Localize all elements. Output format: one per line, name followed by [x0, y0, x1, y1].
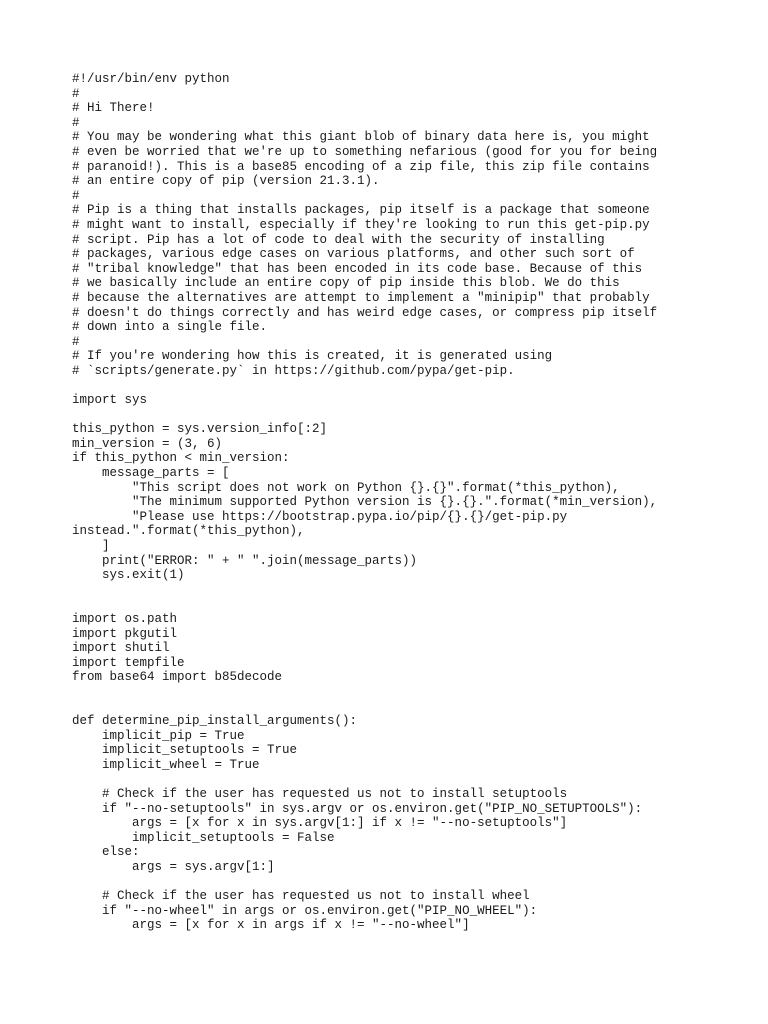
code-line: min_version = (3, 6) [72, 436, 223, 451]
code-line: # "tribal knowledge" that has been encoded in its code base. Because of this [72, 261, 643, 276]
code-line: else: [72, 845, 140, 860]
code-line: # Check if the user has requested us not to install wheel [72, 889, 530, 904]
code-line: #!/usr/bin/env python [72, 72, 230, 86]
code-line: # If you're wondering how this is created, it is generated using [72, 349, 553, 364]
code-line: # script. Pip has a lot of code to deal with the security of installing [72, 232, 605, 247]
code-line: # `scripts/generate.py` in https://github.com/pypa/get-pip. [72, 363, 515, 378]
code-line: "This script does not work on Python {}.{}".format(*this_python), [72, 480, 620, 495]
code-line: this_python = sys.version_info[:2] [72, 422, 328, 437]
code-line: args = sys.argv[1:] [72, 860, 275, 875]
code-line [72, 773, 752, 788]
code-line [72, 583, 752, 598]
code-line: args = [x for x in args if x != "--no-wheel"] [72, 918, 470, 933]
code-line: if this_python < min_version: [72, 451, 290, 466]
code-line: import shutil [72, 641, 170, 656]
code-line [72, 685, 752, 700]
code-line: message_parts = [ [72, 466, 230, 481]
code-line [72, 408, 752, 423]
code-line: implicit_wheel = True [72, 757, 260, 772]
code-line: # doesn't do things correctly and has weird edge cases, or compress pip itself [72, 305, 658, 320]
code-line: # You may be wondering what this giant blob of binary data here is, you might [72, 130, 650, 145]
code-line: args = [x for x in sys.argv[1:] if x != "--no-setuptools"] [72, 816, 568, 831]
code-line: import os.path [72, 611, 178, 626]
code-line: # [72, 188, 80, 203]
code-line: from base64 import b85decode [72, 670, 283, 685]
code-line: "Please use https://bootstrap.pypa.io/pip/{}.{}/get-pip.py [72, 509, 568, 524]
code-line: # down into a single file. [72, 320, 268, 335]
code-line: import sys [72, 393, 148, 408]
code-line: # because the alternatives are attempt to implement a "minipip" that probably [72, 290, 650, 305]
code-line: # [72, 86, 80, 101]
code-line: if "--no-wheel" in args or os.environ.get("PIP_NO_WHEEL"): [72, 903, 538, 918]
code-line [72, 378, 752, 393]
code-line: # might want to install, especially if they're looking to run this get-pip.py [72, 217, 650, 232]
code-line: implicit_setuptools = False [72, 830, 335, 845]
code-line: # Pip is a thing that installs packages, pip itself is a package that someone [72, 203, 650, 218]
code-line: sys.exit(1) [72, 568, 185, 583]
code-line: # paranoid!). This is a base85 encoding of a zip file, this zip file contains [72, 159, 650, 174]
code-line: if "--no-setuptools" in sys.argv or os.environ.get("PIP_NO_SETUPTOOLS"): [72, 801, 643, 816]
code-line: instead.".format(*this_python), [72, 524, 305, 539]
code-line: import pkgutil [72, 626, 178, 641]
code-line: import tempfile [72, 655, 185, 670]
code-line: "The minimum supported Python version is {}.{}.".format(*min_version), [72, 495, 658, 510]
code-line: # Hi There! [72, 101, 155, 116]
code-line: def determine_pip_install_arguments(): [72, 714, 358, 729]
code-line: # even be worried that we're up to something nefarious (good for you for being [72, 144, 658, 159]
code-line: # Check if the user has requested us not to install setuptools [72, 787, 568, 802]
code-listing [72, 72, 752, 933]
code-line: # [72, 115, 80, 130]
code-line [72, 700, 752, 715]
code-line: # packages, various edge cases on various platforms, and other such sort of [72, 247, 635, 262]
code-line: implicit_pip = True [72, 728, 245, 743]
code-line: # [72, 334, 80, 349]
code-line: # an entire copy of pip (version 21.3.1). [72, 174, 380, 189]
code-line: ] [72, 539, 110, 553]
code-line: print("ERROR: " + " ".join(message_parts)) [72, 553, 418, 568]
code-line: # we basically include an entire copy of pip inside this blob. We do this [72, 276, 620, 291]
code-line: implicit_setuptools = True [72, 743, 298, 758]
code-line [72, 597, 752, 612]
code-line [72, 875, 752, 890]
